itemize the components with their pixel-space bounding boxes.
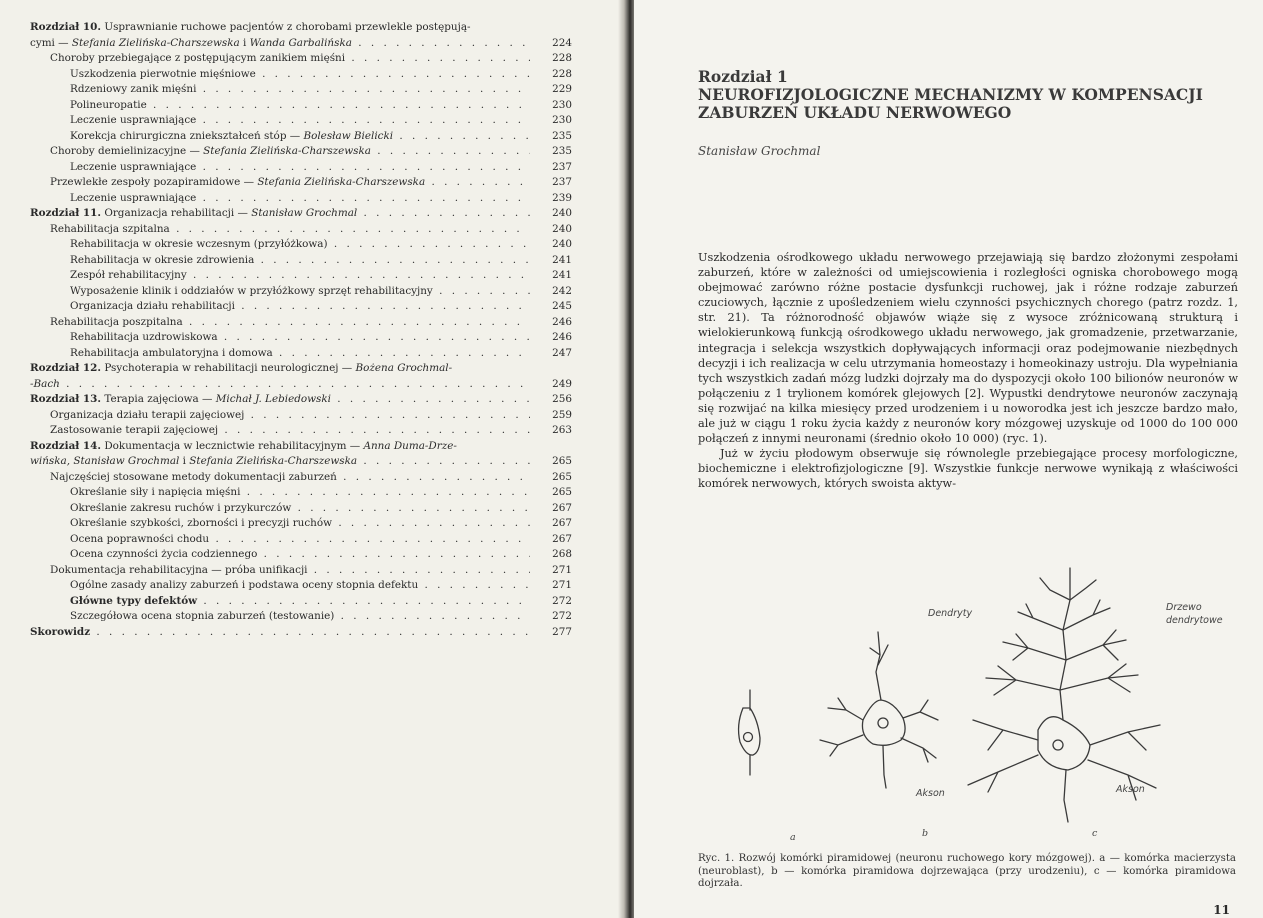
toc-entry-title [30,20,572,36]
toc-entry [30,315,572,331]
toc-entry [30,377,572,393]
toc-page-number: 241 [552,269,572,281]
toc-page-number: 237 [552,176,572,188]
toc-page-number: 239 [552,191,572,204]
toc-entry [30,547,572,563]
toc-entry-title [30,113,530,129]
toc-entry [30,346,572,362]
toc-text: Organizacja rehabilitacji — [101,207,252,219]
toc-text: Ocena poprawności chodu [70,532,210,545]
toc-entry [30,625,572,641]
toc-page-number: 267 [552,517,572,529]
left-page [0,0,626,918]
toc-entry-title [30,129,530,145]
toc-text: Wanda Garbalińska [249,36,352,49]
label-dendritic-tree-1: Drzewo [1166,602,1202,613]
toc-page-number: 246 [552,315,572,328]
toc-page-number: 237 [552,160,572,173]
toc-entry-title [30,609,530,625]
toc-entry [30,299,572,315]
toc-page-number: 277 [552,625,572,638]
toc-text: Leczenie usprawniające [70,160,197,173]
toc-text: i [239,36,250,49]
toc-text: Określanie zakresu ruchów i przykurczów [70,501,292,514]
toc-text: wińska, Stanisław Grochmal [30,455,180,467]
toc-entry [30,113,572,129]
toc-entry [30,144,572,160]
toc-entry [30,563,572,579]
toc-entry-title [30,144,530,160]
toc-page-number: 242 [552,284,572,297]
chapter-author: Stanisław Grochmal [698,144,821,158]
toc-page-number: 240 [552,207,572,219]
toc-text: Skorowidz [30,625,91,638]
toc-page-number: 263 [552,424,572,436]
figure-caption: Ryc. 1. Rozwój komórki piramidowej (neuronu ruchowego kory mózgowej). a — komórka macierzysta (neuroblast), b — komórka piramidowa dojrzewająca (przy urodzeniu), c — komórka piramidowa dojrzała. [698,853,1236,889]
toc-entry-title [30,423,530,439]
toc-entry-title [30,330,530,346]
neuron-illustration [698,560,1238,850]
toc-entry-title [30,222,530,238]
toc-text: Rozdział 11. [30,207,102,219]
toc-text: Rdzeniowy zanik mięśni [70,83,197,95]
toc-text: Choroby demielinizacyjne — [50,145,204,157]
toc-entry [30,268,572,284]
toc-page-number: 228 [552,52,572,64]
toc-text: Bożena Grochmal- [355,362,453,374]
toc-text: Szczegółowa ocena stopnia zaburzeń (testowanie) [70,610,335,622]
chapter-title-line-1: NEUROFIZJOLOGICZNE MECHANIZMY W KOMPENSACJI [698,85,1203,104]
toc-entry [30,516,572,532]
toc-entry [30,485,572,501]
toc-entry [30,191,572,207]
toc-page-number: 240 [552,238,572,250]
toc-entry-title [30,284,530,300]
toc-entry [30,129,572,145]
toc-page-number: 272 [552,610,572,622]
toc-entry-title [30,160,530,176]
toc-entry-title [30,625,530,641]
toc-text: Rehabilitacja w okresie zdrowienia [70,253,255,266]
toc-entry-title [30,532,530,548]
toc-text: Najczęściej stosowane metody dokumentacji zaburzeń [50,470,337,483]
toc-page-number: 265 [552,455,572,467]
toc-text: Korekcja chirurgiczna zniekształceń stóp — [70,129,304,142]
toc-entry [30,222,572,238]
toc-page-number: 240 [552,222,572,235]
toc-entry [30,501,572,517]
toc-entry [30,532,572,548]
toc-entry [30,454,572,470]
toc-entry-title [30,485,530,501]
toc-entry-title [30,377,530,393]
toc-page-number: 268 [552,548,572,560]
toc-text: Stefania Zielińska-Charszewska [71,36,240,49]
toc-text: Anna Duma-Drze- [363,439,457,452]
chapter-number: Rozdział 1 [698,67,788,86]
toc-text: cymi — [30,36,72,49]
toc-text: Rehabilitacja uzdrowiskowa [70,331,218,343]
toc-entry-title [30,439,572,455]
toc-entry-title [30,253,530,269]
toc-page-number: 230 [552,98,572,111]
toc-entry [30,594,572,610]
toc-entry [30,67,572,83]
toc-entry [30,98,572,114]
toc-text: Zastosowanie terapii zajęciowej [50,424,219,436]
toc-entry [30,206,572,222]
toc-text: Leczenie usprawniające [70,191,197,204]
toc-text: Rehabilitacja w okresie wczesnym (przyłóżkowa) [70,238,328,250]
toc-entry [30,160,572,176]
toc-entry [30,439,572,455]
toc-page-number: 230 [552,114,572,126]
toc-entry [30,361,572,377]
neuroblast-drawing [739,690,760,775]
toc-entry-title [30,408,530,424]
toc-entry-title [30,82,530,98]
toc-page-number: 267 [552,532,572,545]
toc-entry-title [30,470,530,486]
toc-text: Określanie szybkości, zborności i precyzji ruchów [70,517,333,529]
toc-entry [30,470,572,486]
toc-text: Rozdział 14. [30,439,102,452]
toc-text: Rehabilitacja szpitalna [50,222,170,235]
toc-entry [30,284,572,300]
toc-page-number: 246 [552,331,572,343]
toc-entry [30,51,572,67]
paragraph: Już w życiu płodowym obserwuje się równolegle przebiegające procesy morfologiczne, biochemiczne i elektrofizjologiczne [9]. Wszystkie funkcje nerwowe wynikają z właściwości komórek nerwowych, których swoista aktyw- [698,447,1238,491]
toc-entry-title [30,563,530,579]
toc-entry [30,330,572,346]
toc-text: Usprawnianie ruchowe pacjentów z chorobami przewlekle postępują- [101,21,471,33]
toc-page-number: 235 [552,145,572,157]
toc-entry-title [30,175,530,191]
toc-entry-title [30,299,530,315]
toc-entry [30,408,572,424]
toc-entry [30,237,572,253]
toc-page-number: 228 [552,67,572,80]
toc-entry [30,609,572,625]
chapter-title-line-2: ZABURZEŃ UKŁADU NERWOWEGO [698,103,1012,122]
toc-text: Wyposażenie klinik i oddziałów w przyłóżkowy sprzęt rehabilitacyjny [70,284,433,297]
body-text [698,250,1238,492]
toc-entry-title [30,516,530,532]
toc-entry-title [30,454,530,470]
toc-text: Określanie siły i napięcia mięśni [70,486,241,498]
toc-entry-title [30,361,572,377]
toc-entry [30,20,572,36]
toc-page-number: 249 [552,377,572,390]
toc-page-number: 271 [552,579,572,591]
toc-page-number: 247 [552,346,572,359]
toc-text: Ogólne zasady analizy zaburzeń i podstawa oceny stopnia defektu [70,579,419,591]
toc-page-number: 265 [552,470,572,483]
toc-text: Dokumentacja rehabilitacyjna — próba unifikacji [50,563,308,576]
toc-text: -Bach [30,377,60,390]
toc-entry-title [30,594,530,610]
toc-text: Bolesław Bielicki [303,129,394,142]
toc-text: Rehabilitacja ambulatoryjna i domowa [70,346,273,359]
toc-page-number: 229 [552,83,572,95]
toc-page-number: 265 [552,486,572,498]
toc-entry-title [30,36,530,52]
toc-text: Michał J. Lebiedowski [215,393,331,405]
toc-entry-title [30,98,530,114]
toc-text: Choroby przebiegające z postępującym zanikiem mięśni [50,52,346,64]
right-page [634,0,1263,918]
toc-text: Rozdział 13. [30,393,102,405]
toc-text: Leczenie usprawniające [70,114,197,126]
toc-page-number: 245 [552,300,572,312]
maturing-pyramidal-drawing [820,632,938,788]
toc-entry-title [30,547,530,563]
toc-text: Stefania Zielińska-Charszewska [203,145,371,157]
toc-text: Rozdział 12. [30,362,102,374]
toc-text: Główne typy defektów [70,594,198,607]
toc-entry [30,175,572,191]
label-axon-b: Akson [916,788,945,799]
toc-entry-title [30,578,530,594]
table-of-contents [30,20,572,640]
toc-entry [30,82,572,98]
toc-entry [30,578,572,594]
toc-entry-title [30,501,530,517]
toc-entry-title [30,67,530,83]
toc-entry-title [30,237,530,253]
label-dendrites: Dendryty [928,608,973,619]
figure-neuron-development [698,560,1238,850]
toc-text: Dokumentacja w lecznictwie rehabilitacyjnym — [101,439,364,452]
toc-text: Organizacja działu rehabilitacji [70,300,235,312]
toc-text: Uszkodzenia pierwotnie mięśniowe [70,67,256,80]
toc-text: Przewlekłe zespoły pozapiramidowe — [50,176,258,188]
toc-entry [30,36,572,52]
toc-page-number: 272 [552,594,572,607]
toc-text: Rozdział 10. [30,21,102,33]
toc-text: Rehabilitacja poszpitalna [50,315,183,328]
toc-text: Zespół rehabilitacyjny [70,269,187,281]
chapter-title [698,86,1238,122]
letter-a: a [790,832,796,843]
toc-entry-title [30,191,530,207]
toc-entry-title [30,206,530,222]
toc-entry-title [30,392,530,408]
toc-page-number: 256 [552,393,572,405]
page-number: 11 [1213,903,1230,917]
toc-text: Polineuropatie [70,98,147,111]
toc-text: i [179,455,190,467]
toc-entry [30,423,572,439]
toc-page-number: 267 [552,501,572,514]
toc-page-number: 241 [552,253,572,266]
label-dendritic-tree-2: dendrytowe [1166,615,1223,626]
letter-c: c [1092,828,1098,839]
toc-page-number: 224 [552,36,572,49]
toc-text: Organizacja działu terapii zajęciowej [50,408,245,421]
toc-entry [30,253,572,269]
toc-entry-title [30,268,530,284]
paragraph: Uszkodzenia ośrodkowego układu nerwowego przejawiają się bardzo złożonymi zespołami zaburzeń, które w zależności od umiejscowienia i rozległości ogniska chorobowego mogą obejmować zarówno różne postacie dysfunkcji ruchowej, jak i różne rodzaje zaburzeń czuciowych, łącznie z upośledzeniem wielu czynności psychicznych chorego (patrz rozdz. 1, str. 21). Ta różnorodność objawów wiąże się z wysoce zróżnicowaną strukturą i wielokierunkową funkcją ośrodkowego układu nerwowego, jak gromadzenie, przetwarzanie, integracja i selekcja wszystkich dopływających informacji oraz podejmowanie niezbędnych decyzji i ich realizacja w celu utrzymania homeostazy i homeokinazy ustroju. Dla wypełniania tych wszystkich zadań mózg ludzki dojrzały ma do dyspozycji około 100 bilionów neuronów w połączeniu z 1 trylionem komórek glejowych [2]. Wypustki dendrytowe neuronów zaczynają się rozwijać na kilka miesięcy przed urodzeniem i u noworodka jest ich jeszcze bardzo mało, ale już w ciągu 1 roku życia każdy z neuronów kory mózgowej uzyskuje od 1000 do 100 000 połączeń z innymi neuronami (średnio około 10 000) (ryc. 1). [698,251,1238,446]
letter-b: b [922,828,929,839]
toc-text: Psychoterapia w rehabilitacji neurologicznej — [101,362,356,374]
toc-entry [30,392,572,408]
toc-page-number: 235 [552,129,572,142]
toc-page-number: 271 [552,563,572,576]
toc-entry-title [30,346,530,362]
toc-text: Stefania Zielińska-Charszewska [257,176,426,188]
label-axon-c: Akson [1116,784,1145,795]
toc-text: Stanisław Grochmal [251,207,358,219]
toc-text: Terapia zajęciowa — [101,393,216,405]
toc-text: Ocena czynności życia codziennego [70,548,258,560]
toc-entry-title [30,51,530,67]
toc-entry-title [30,315,530,331]
toc-page-number: 259 [552,408,572,421]
toc-text: Stefania Zielińska-Charszewska [189,455,358,467]
